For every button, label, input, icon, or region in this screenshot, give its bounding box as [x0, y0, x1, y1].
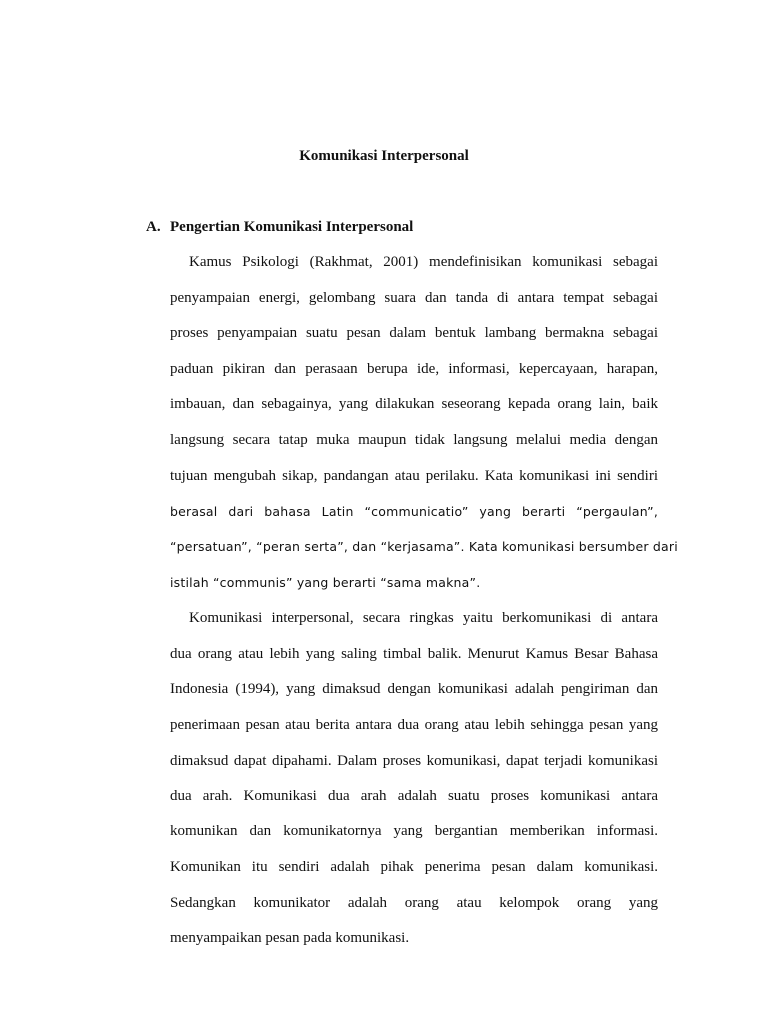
paragraph-line: imbauan, dan sebagainya, yang dilakukan seseorang kepada orang lain, baik: [170, 396, 658, 412]
paragraph-line: penerimaan pesan atau berita antara dua orang atau lebih sehingga pesan yang: [170, 717, 658, 733]
paragraph-line: Komunikan itu sendiri adalah pihak penerima pesan dalam komunikasi.: [170, 859, 658, 875]
section-heading-text: Pengertian Komunikasi Interpersonal: [170, 219, 414, 235]
paragraph-line: menyampaikan pesan pada komunikasi.: [170, 930, 410, 946]
paragraph-line: Sedangkan komunikator adalah orang atau kelompok orang yang: [170, 895, 658, 911]
paragraph-line: Kamus Psikologi (Rakhmat, 2001) mendefinisikan komunikasi sebagai: [189, 254, 658, 270]
paragraph-line: Komunikasi interpersonal, secara ringkas yaitu berkomunikasi di antara: [189, 610, 658, 626]
paragraph-line: Indonesia (1994), yang dimaksud dengan komunikasi adalah pengiriman dan: [170, 681, 658, 697]
paragraph-line: paduan pikiran dan perasaan berupa ide, informasi, kepercayaan, harapan,: [170, 361, 658, 377]
document-title: Komunikasi Interpersonal: [299, 148, 469, 164]
paragraph-line: tujuan mengubah sikap, pandangan atau perilaku. Kata komunikasi ini sendiri: [170, 468, 658, 484]
section-number: A.: [146, 219, 161, 235]
paragraph-line: langsung secara tatap muka maupun tidak langsung melalui media dengan: [170, 432, 658, 448]
section-heading: [146, 217, 413, 237]
paragraph-line: “persatuan”, “peran serta”, dan “kerjasama”. Kata komunikasi bersumber dari: [170, 539, 678, 554]
paragraph-line: penyampaian energi, gelombang suara dan tanda di antara tempat sebagai: [170, 290, 658, 306]
paragraph-line: dimaksud dapat dipahami. Dalam proses komunikasi, dapat terjadi komunikasi: [170, 753, 658, 769]
paragraph-line: berasal dari bahasa Latin “communicatio” yang berarti “pergaulan”,: [170, 504, 658, 519]
paragraph-line: proses penyampaian suatu pesan dalam bentuk lambang bermakna sebagai: [170, 325, 658, 341]
paragraph-line: dua arah. Komunikasi dua arah adalah suatu proses komunikasi antara: [170, 788, 658, 804]
paragraph-line: komunikan dan komunikatornya yang bergantian memberikan informasi.: [170, 823, 658, 839]
paragraph-line: istilah “communis” yang berarti “sama makna”.: [170, 575, 481, 590]
paragraph-line: dua orang atau lebih yang saling timbal balik. Menurut Kamus Besar Bahasa: [170, 646, 658, 662]
